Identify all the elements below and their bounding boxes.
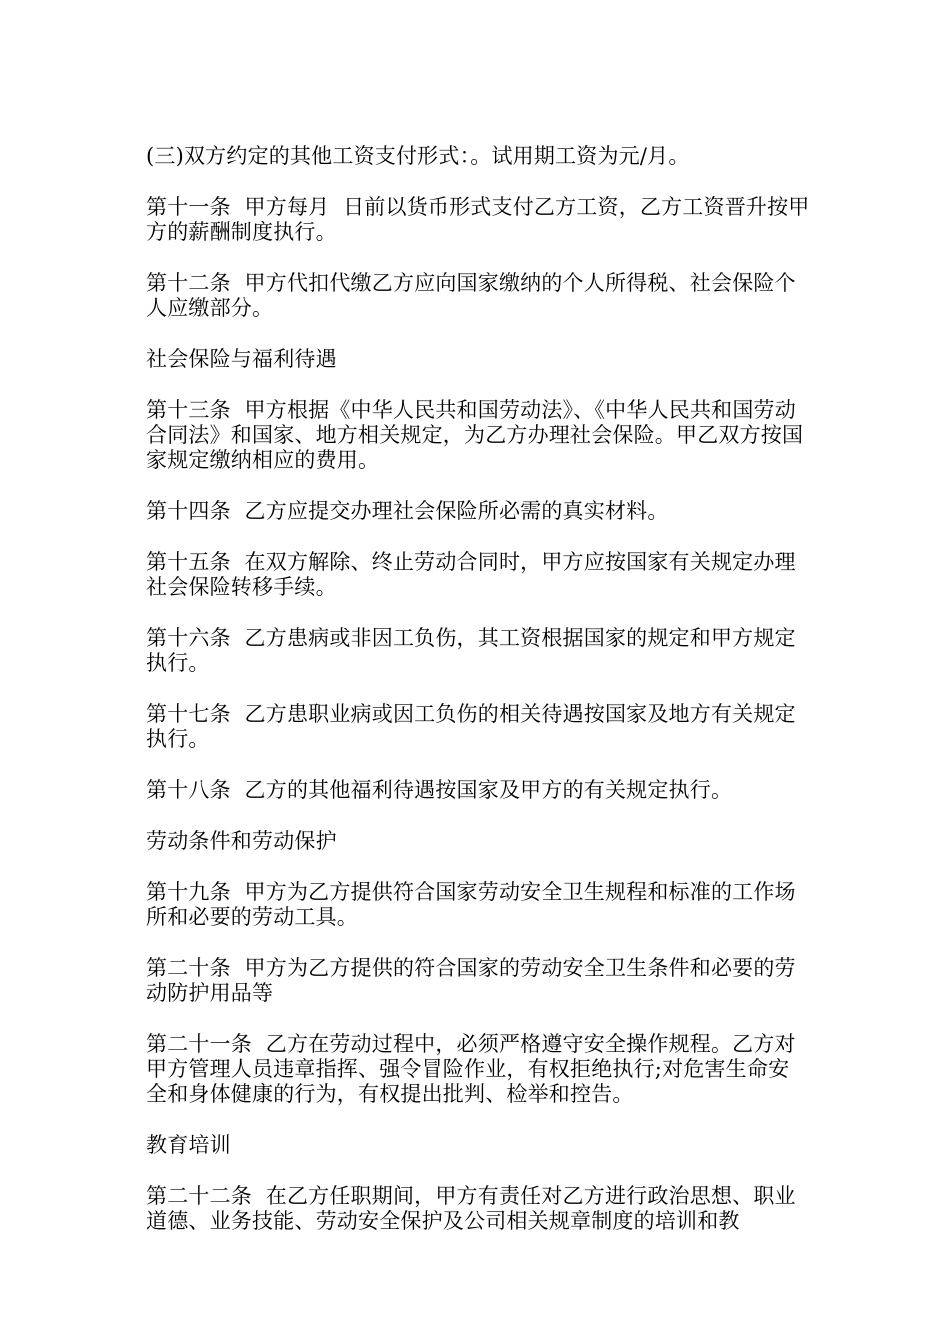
paragraph-article-18: 第十八条 乙方的其他福利待遇按国家及甲方的有关规定执行。 [146, 778, 733, 802]
paragraph-article-20: 第二十条 甲方为乙方提供的符合国家的劳动安全卫生条件和必要的劳动防护用品等 [146, 956, 796, 1005]
section-heading-education-training: 教育培训 [146, 1133, 231, 1157]
paragraph-article-12: 第十二条 甲方代扣代缴乙方应向国家缴纳的个人所得税、社会保险个人应缴部分。 [146, 271, 796, 320]
paragraph-article-22: 第二十二条 在乙方任职期间，甲方有责任对乙方进行政治思想、职业道德、业务技能、劳动安全保护及公司相关规章制度的培训和教 [146, 1184, 796, 1233]
paragraph-article-11: 第十一条 甲方每月 日前以货币形式支付乙方工资，乙方工资晋升按甲方的薪酬制度执行。 [146, 195, 810, 244]
paragraph-article-14: 第十四条 乙方应提交办理社会保险所必需的真实材料。 [146, 499, 669, 523]
paragraph-wage-form: (三)双方约定的其他工资支付形式：。试用期工资为元/月。 [146, 144, 690, 168]
paragraph-article-19: 第十九条 甲方为乙方提供符合国家劳动安全卫生规程和标准的工作场所和必要的劳动工具。 [146, 880, 796, 929]
section-heading-social-insurance: 社会保险与福利待遇 [146, 347, 337, 371]
paragraph-article-16: 第十六条 乙方患病或非因工负伤，其工资根据国家的规定和甲方规定执行。 [146, 626, 796, 675]
paragraph-article-21: 第二十一条 乙方在劳动过程中，必须严格遵守安全操作规程。乙方对甲方管理人员违章指挥、强令冒险作业，有权拒绝执行;对危害生命安全和身体健康的行为，有权提出批判、检举和控告。 [146, 1032, 796, 1106]
paragraph-article-17: 第十七条 乙方患职业病或因工负伤的相关待遇按国家及地方有关规定执行。 [146, 702, 796, 751]
document-body [146, 144, 810, 1260]
section-heading-labor-conditions: 劳动条件和劳动保护 [146, 829, 337, 853]
paragraph-article-13: 第十三条 甲方根据《中华人民共和国劳动法》、《中华人民共和国劳动合同法》和国家、地方相关规定，为乙方办理社会保险。甲乙双方按国家规定缴纳相应的费用。 [146, 398, 804, 472]
paragraph-article-15: 第十五条 在双方解除、终止劳动合同时，甲方应按国家有关规定办理社会保险转移手续。 [146, 550, 796, 599]
